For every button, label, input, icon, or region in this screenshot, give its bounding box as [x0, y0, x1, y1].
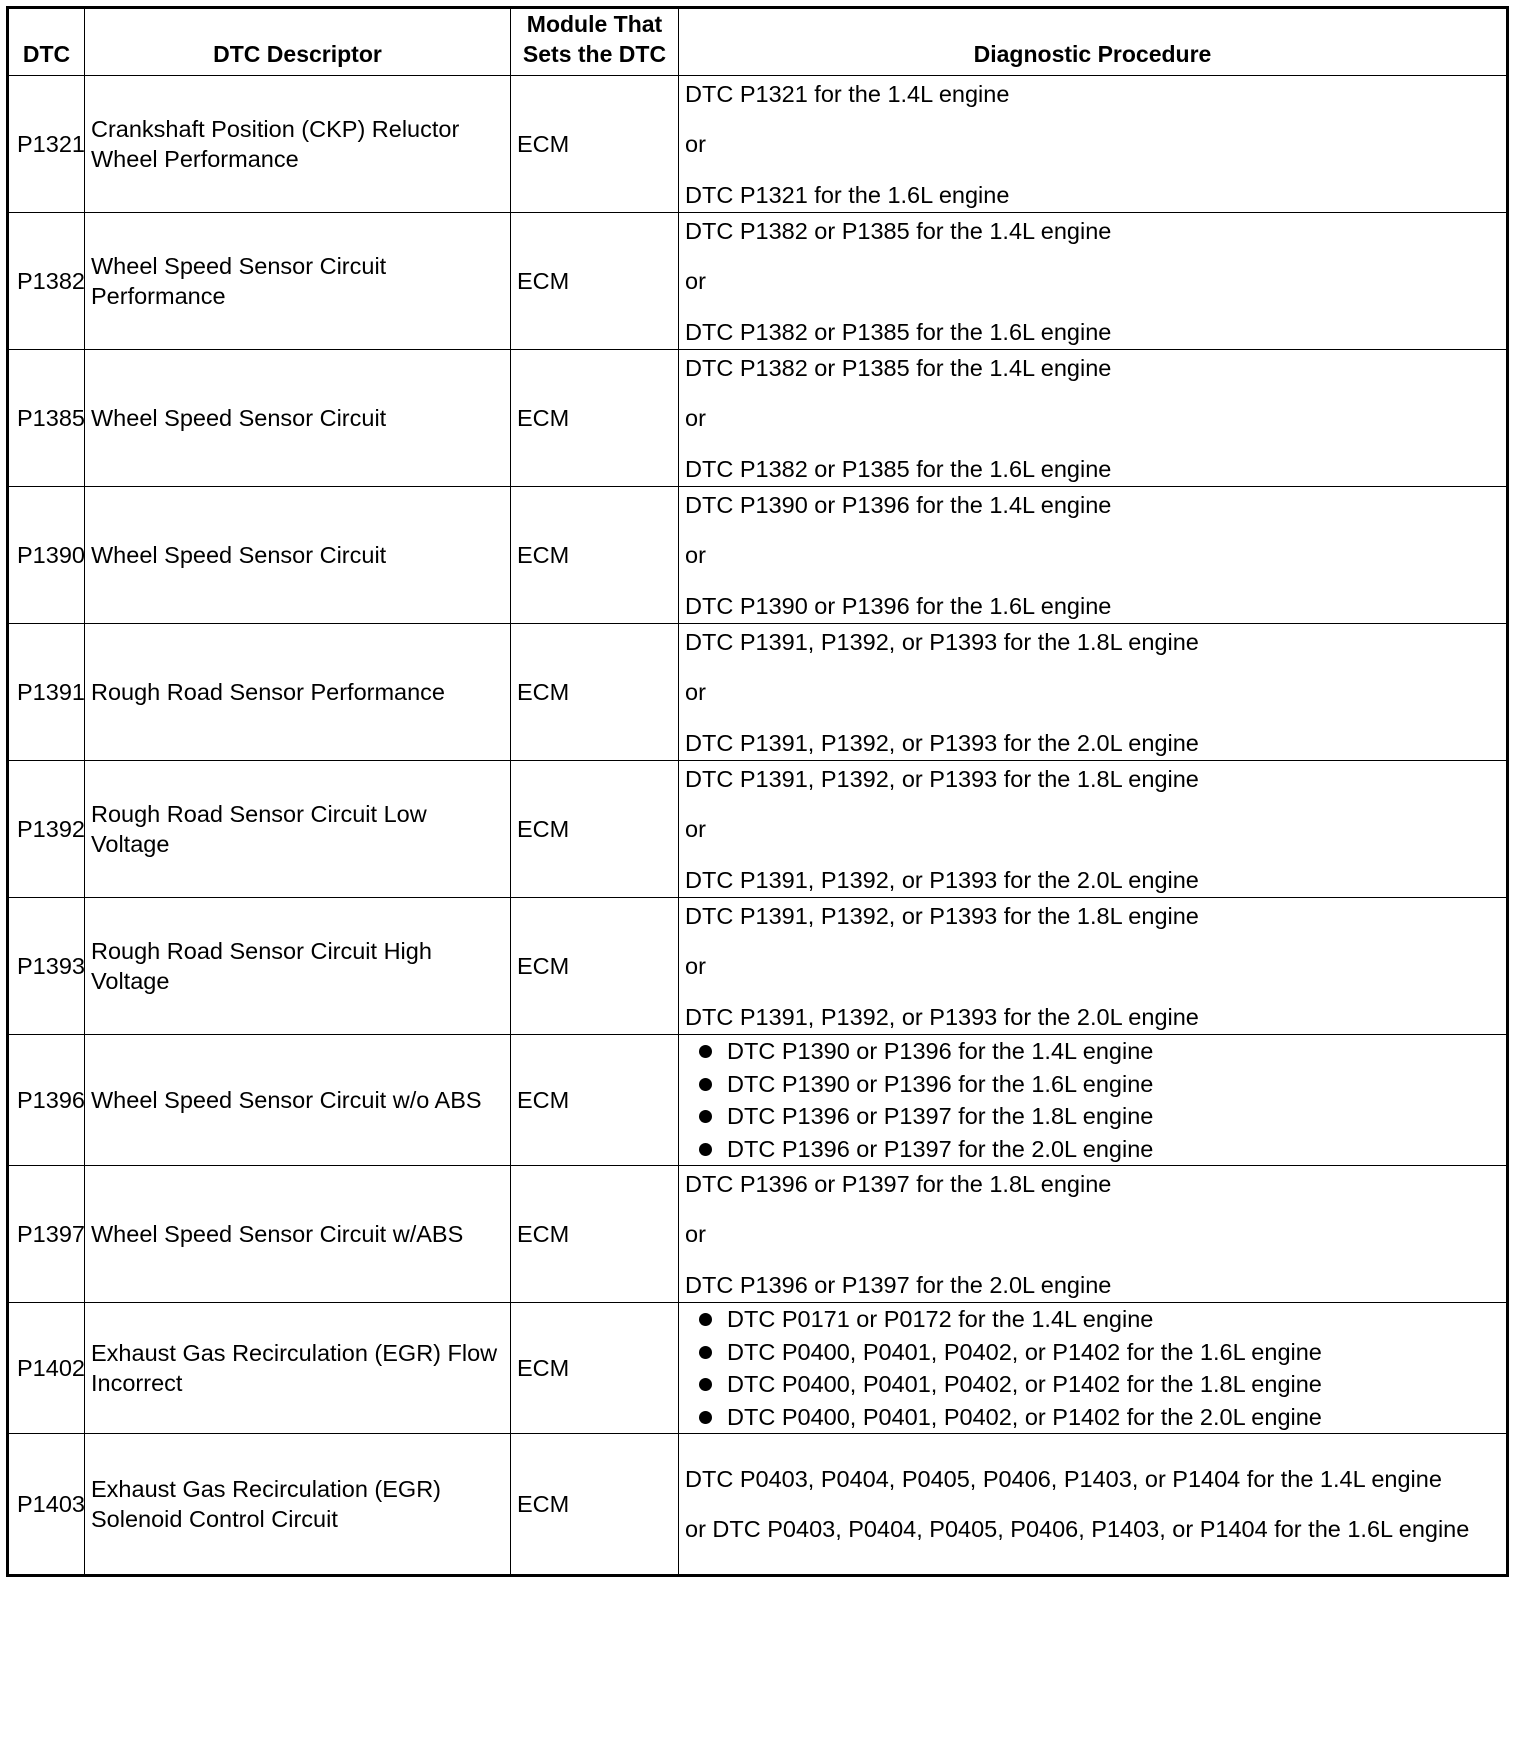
dtc-code: P1392	[8, 761, 85, 898]
procedure-line: DTC P1391, P1392, or P1393 for the 2.0L engine	[685, 866, 1199, 893]
dtc-descriptor: Wheel Speed Sensor Circuit w/o ABS	[85, 1035, 511, 1166]
diagnostic-procedure	[679, 1166, 1508, 1303]
procedure-line: DTC P1382 or P1385 for the 1.6L engine	[685, 318, 1112, 345]
procedure-line: DTC P1321 for the 1.4L engine	[685, 80, 1010, 107]
dtc-code: P1390	[8, 487, 85, 624]
dtc-descriptor: Rough Road Sensor Circuit Low Voltage	[85, 761, 511, 898]
module: ECM	[511, 761, 679, 898]
module: ECM	[511, 350, 679, 487]
procedure-lines	[679, 490, 1506, 621]
module: ECM	[511, 1166, 679, 1303]
procedure-line: or	[685, 1221, 706, 1247]
table-body	[8, 76, 1508, 1576]
procedure-bullet-item: DTC P1396 or P1397 for the 1.8L engine	[697, 1100, 1506, 1133]
procedure-line: DTC P1391, P1392, or P1393 for the 1.8L engine	[685, 765, 1199, 792]
procedure-line: DTC P1396 or P1397 for the 2.0L engine	[685, 1271, 1112, 1298]
procedure-bullet-item: DTC P0400, P0401, P0402, or P1402 for the 1.8L engine	[697, 1368, 1506, 1401]
dtc-code: P1396	[8, 1035, 85, 1166]
dtc-descriptor: Rough Road Sensor Performance	[85, 624, 511, 761]
dtc-code: P1382	[8, 213, 85, 350]
procedure-line: or	[685, 131, 706, 157]
diagnostic-procedure	[679, 898, 1508, 1035]
procedure-lines	[679, 1169, 1506, 1300]
procedure-line: or	[685, 268, 706, 294]
dtc-code: P1397	[8, 1166, 85, 1303]
module: ECM	[511, 1434, 679, 1576]
procedure-bullet-item: DTC P0171 or P0172 for the 1.4L engine	[697, 1303, 1506, 1336]
dtc-descriptor: Rough Road Sensor Circuit High Voltage	[85, 898, 511, 1035]
procedure-lines	[679, 764, 1506, 895]
diagnostic-procedure	[679, 1434, 1508, 1576]
procedure-bullet-list	[679, 1035, 1506, 1165]
table-row	[8, 1166, 1508, 1303]
procedure-lines	[679, 901, 1506, 1032]
diagnostic-procedure	[679, 487, 1508, 624]
table-row	[8, 1434, 1508, 1576]
table-row	[8, 761, 1508, 898]
procedure-line: DTC P1382 or P1385 for the 1.4L engine	[685, 217, 1112, 244]
dtc-descriptor: Crankshaft Position (CKP) Reluctor Wheel Performance	[85, 76, 511, 213]
procedure-lines	[679, 216, 1506, 347]
dtc-code: P1385	[8, 350, 85, 487]
diagnostic-procedure	[679, 76, 1508, 213]
procedure-line: DTC P1391, P1392, or P1393 for the 2.0L engine	[685, 1003, 1199, 1030]
dtc-descriptor: Exhaust Gas Recirculation (EGR) Solenoid Control Circuit	[85, 1434, 511, 1576]
procedure-bullet-item: DTC P0400, P0401, P0402, or P1402 for the 1.6L engine	[697, 1336, 1506, 1369]
module: ECM	[511, 487, 679, 624]
procedure-bullet-item: DTC P1390 or P1396 for the 1.4L engine	[697, 1035, 1506, 1068]
dtc-descriptor: Wheel Speed Sensor Circuit Performance	[85, 213, 511, 350]
module: ECM	[511, 213, 679, 350]
procedure-bullet-list	[679, 1303, 1506, 1433]
dtc-descriptor: Wheel Speed Sensor Circuit	[85, 350, 511, 487]
spacer	[685, 1494, 1500, 1514]
diagnostic-procedure	[679, 1035, 1508, 1166]
procedure-lines	[679, 627, 1506, 758]
dtc-descriptor: Wheel Speed Sensor Circuit	[85, 487, 511, 624]
table-row	[8, 213, 1508, 350]
procedure-line: or	[685, 405, 706, 431]
procedure-line: DTC P1382 or P1385 for the 1.6L engine	[685, 455, 1112, 482]
procedure-line: DTC P1396 or P1397 for the 1.8L engine	[685, 1170, 1112, 1197]
diagnostic-procedure	[679, 761, 1508, 898]
procedure-bullet-item: DTC P0400, P0401, P0402, or P1402 for the 2.0L engine	[697, 1401, 1506, 1434]
procedure-lines	[679, 79, 1506, 210]
header-descriptor: DTC Descriptor	[85, 8, 511, 76]
procedure-line: DTC P1391, P1392, or P1393 for the 2.0L engine	[685, 729, 1199, 756]
procedure-line: DTC P1391, P1392, or P1393 for the 1.8L engine	[685, 628, 1199, 655]
table-row	[8, 1303, 1508, 1434]
procedure-line: or	[685, 542, 706, 568]
dtc-descriptor: Wheel Speed Sensor Circuit w/ABS	[85, 1166, 511, 1303]
diagnostic-procedure	[679, 1303, 1508, 1434]
procedure-line: DTC P1390 or P1396 for the 1.6L engine	[685, 592, 1112, 619]
diagnostic-procedure	[679, 624, 1508, 761]
procedure-line: or	[685, 679, 706, 705]
module: ECM	[511, 76, 679, 213]
procedure-blocks	[679, 1462, 1506, 1546]
procedure-lines	[679, 353, 1506, 484]
procedure-line: DTC P1321 for the 1.6L engine	[685, 181, 1010, 208]
header-module: Module That Sets the DTC	[511, 8, 679, 76]
procedure-line: or	[685, 953, 706, 979]
diagnostic-procedure	[679, 213, 1508, 350]
dtc-descriptor: Exhaust Gas Recirculation (EGR) Flow Incorrect	[85, 1303, 511, 1434]
procedure-block: or DTC P0403, P0404, P0405, P0406, P1403, or P1404 for the 1.6L engine	[685, 1516, 1470, 1542]
procedure-line: DTC P1382 or P1385 for the 1.4L engine	[685, 354, 1112, 381]
module: ECM	[511, 898, 679, 1035]
procedure-bullet-item: DTC P1390 or P1396 for the 1.6L engine	[697, 1068, 1506, 1101]
header-dtc: DTC	[8, 8, 85, 76]
module: ECM	[511, 624, 679, 761]
dtc-table	[6, 6, 1509, 1577]
procedure-bullet-item: DTC P1396 or P1397 for the 2.0L engine	[697, 1133, 1506, 1166]
dtc-code: P1321	[8, 76, 85, 213]
table-row	[8, 624, 1508, 761]
procedure-line: DTC P1391, P1392, or P1393 for the 1.8L engine	[685, 902, 1199, 929]
header-procedure: Diagnostic Procedure	[679, 8, 1508, 76]
table-row	[8, 487, 1508, 624]
header-row	[8, 8, 1508, 76]
dtc-code: P1403	[8, 1434, 85, 1576]
dtc-code: P1402	[8, 1303, 85, 1434]
procedure-line: or	[685, 816, 706, 842]
dtc-code: P1391	[8, 624, 85, 761]
diagnostic-procedure	[679, 350, 1508, 487]
procedure-line: DTC P1390 or P1396 for the 1.4L engine	[685, 491, 1112, 518]
module: ECM	[511, 1303, 679, 1434]
table-row	[8, 1035, 1508, 1166]
table-row	[8, 350, 1508, 487]
table-row	[8, 898, 1508, 1035]
table-row	[8, 76, 1508, 213]
dtc-code: P1393	[8, 898, 85, 1035]
module: ECM	[511, 1035, 679, 1166]
procedure-block: DTC P0403, P0404, P0405, P0406, P1403, or P1404 for the 1.4L engine	[685, 1466, 1442, 1492]
